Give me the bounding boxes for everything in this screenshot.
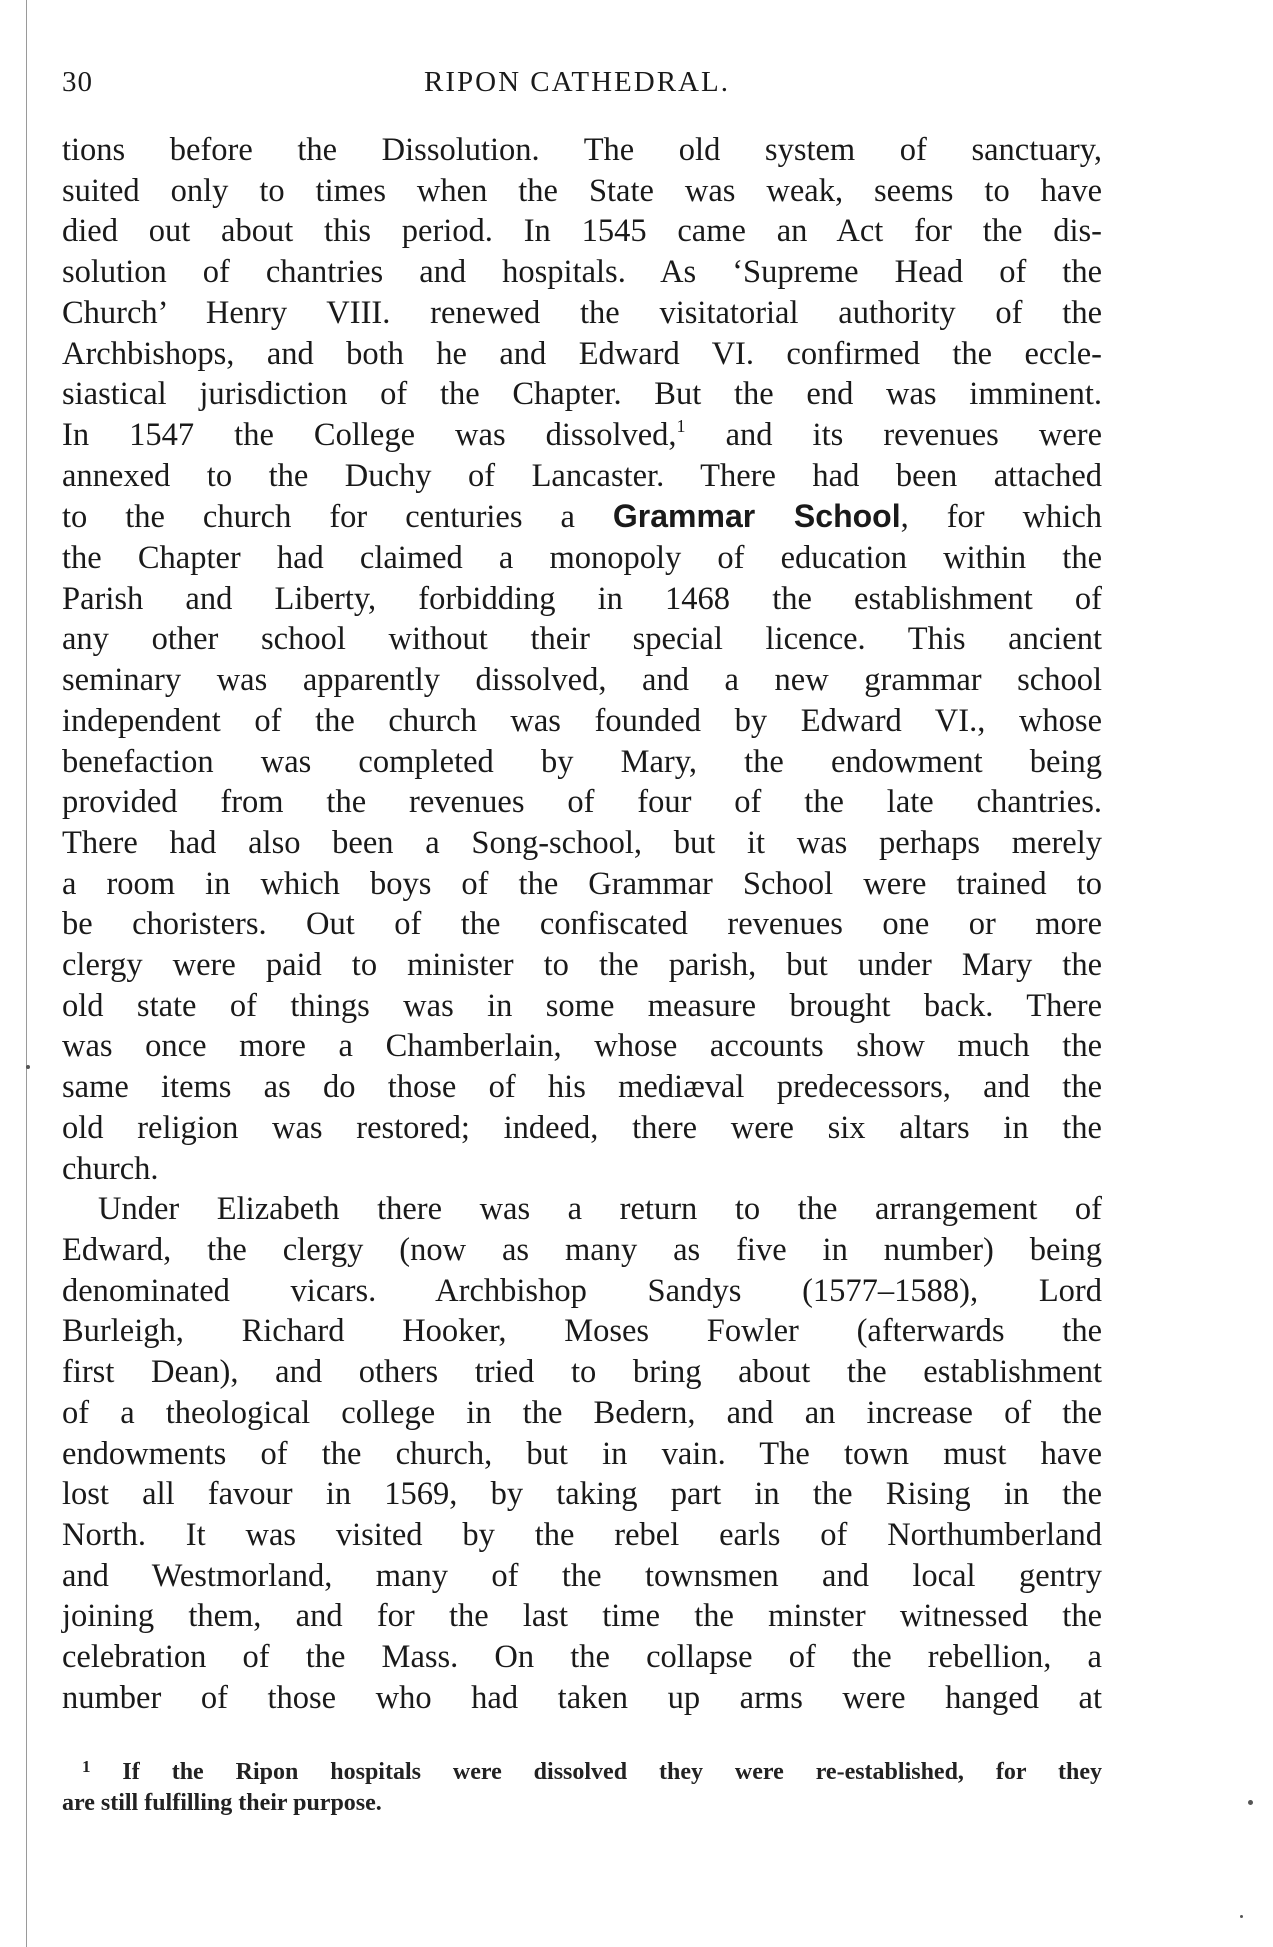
text-line-with-note xyxy=(62,415,1102,456)
text-line-with-emphasis xyxy=(62,496,1102,538)
footnote-line xyxy=(62,1757,1102,1788)
grammar-school-heading: Grammar School xyxy=(612,498,901,535)
text-line: tions before the Dissolution. The old system of sanctuary, xyxy=(62,132,1102,168)
text-segment: In 1547 the College was dissolved, xyxy=(62,416,677,453)
text-line: clergy were paid to minister to the parish, but under Mary the xyxy=(62,947,1102,984)
text-line: Burleigh, Richard Hooker, Moses Fowler (afterwards the xyxy=(62,1313,1102,1350)
text-line: siastical jurisdiction of the Chapter. But the end was imminent. xyxy=(62,376,1102,413)
page-number: 30 xyxy=(62,66,93,98)
text-line: any other school without their special licence. This ancient xyxy=(62,621,1102,658)
footnote-text: If the Ripon hospitals were dissolved they were re-established, for they xyxy=(90,1759,1102,1785)
body-text xyxy=(62,130,1102,1718)
text-line: Parish and Liberty, forbidding in 1468 the establishment of xyxy=(62,580,1102,617)
text-segment: and its revenues were xyxy=(685,416,1102,453)
text-line: a room in which boys of the Grammar School were trained to xyxy=(62,865,1102,902)
text-line: same items as do those of his mediæval predecessors, and the xyxy=(62,1069,1102,1106)
text-line: be choristers. Out of the confiscated revenues one or more xyxy=(62,906,1102,943)
text-line: suited only to times when the State was weak, seems to have xyxy=(62,172,1102,209)
text-segment: , for which xyxy=(900,499,1103,536)
text-line: old state of things was in some measure brought back. There xyxy=(62,987,1102,1024)
footnote-reference: 1 xyxy=(676,415,686,436)
text-line: solution of chantries and hospitals. As ‘Supreme Head of the xyxy=(62,254,1102,291)
text-line: denominated vicars. Archbishop Sandys (1577–1588), Lord xyxy=(62,1272,1102,1309)
text-line: North. It was visited by the rebel earls of Northumberland xyxy=(62,1516,1102,1553)
text-line: celebration of the Mass. On the collapse of the rebellion, a xyxy=(62,1639,1102,1676)
text-line: and Westmorland, many of the townsmen and local gentry xyxy=(62,1557,1102,1594)
text-line: lost all favour in 1569, by taking part in the Rising in the xyxy=(62,1476,1102,1513)
text-line: of a theological college in the Bedern, and an increase of the xyxy=(62,1394,1102,1431)
text-line: died out about this period. In 1545 came an Act for the dis- xyxy=(62,213,1102,250)
text-line: Edward, the clergy (now as many as five in number) being xyxy=(62,1231,1102,1268)
print-speck xyxy=(26,1065,30,1069)
text-line: endowments of the church, but in vain. The town must have xyxy=(62,1435,1102,1472)
text-line: There had also been a Song-school, but it was perhaps merely xyxy=(62,824,1102,861)
text-line: Church’ Henry VIII. renewed the visitatorial authority of the xyxy=(62,294,1102,331)
footnote-marker: 1 xyxy=(82,1757,91,1776)
print-speck xyxy=(1248,1800,1253,1805)
running-title: RIPON CATHEDRAL. xyxy=(424,66,730,98)
text-segment: to the church for centuries a xyxy=(62,499,575,536)
text-line: the Chapter had claimed a monopoly of education within the xyxy=(62,540,1102,577)
print-speck xyxy=(1240,1915,1243,1918)
text-line: joining them, and for the last time the minster witnessed the xyxy=(62,1598,1102,1635)
footnote-line: are still fulfilling their purpose. xyxy=(62,1790,382,1816)
text-line: provided from the revenues of four of the late chantries. xyxy=(62,784,1102,821)
text-line: seminary was apparently dissolved, and a new grammar school xyxy=(62,662,1102,699)
text-line: benefaction was completed by Mary, the endowment being xyxy=(62,743,1102,780)
footnote xyxy=(62,1757,1102,1819)
paragraph-first-line: Under Elizabeth there was a return to the arrangement of xyxy=(98,1191,1102,1228)
running-head xyxy=(62,66,1092,106)
page-gutter-line xyxy=(26,0,27,1947)
text-line: first Dean), and others tried to bring about the establishment xyxy=(62,1354,1102,1391)
text-line: Archbishops, and both he and Edward VI. confirmed the eccle- xyxy=(62,335,1102,372)
text-line: annexed to the Duchy of Lancaster. There had been attached xyxy=(62,457,1102,494)
text-line: number of those who had taken up arms were hanged at xyxy=(62,1679,1102,1716)
paragraph-last-line: church. xyxy=(62,1150,159,1187)
text-line: was once more a Chamberlain, whose accounts show much the xyxy=(62,1028,1102,1065)
text-line: old religion was restored; indeed, there were six altars in the xyxy=(62,1109,1102,1146)
text-line: independent of the church was founded by Edward VI., whose xyxy=(62,702,1102,739)
